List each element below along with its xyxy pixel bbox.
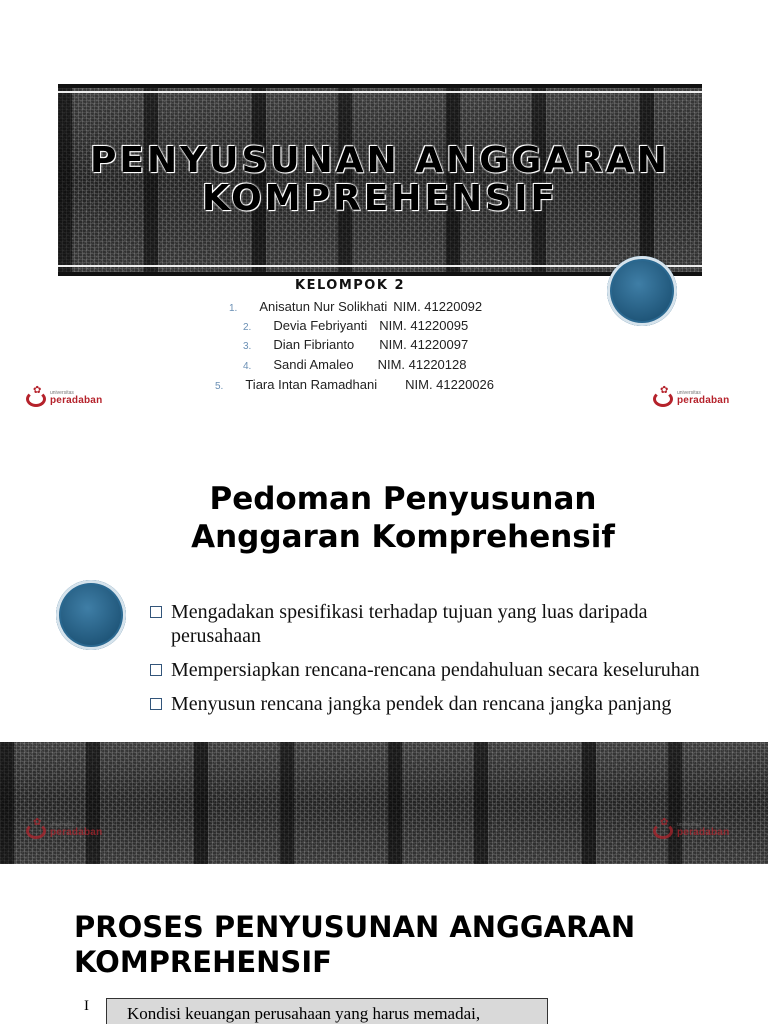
band-line-top [58,91,702,93]
logo-emblem-icon: ✿ [26,387,48,409]
member-item: 5. Tiara Intan Ramadhani NIM. 41220026 [215,377,495,392]
university-logo-right: ✿ universitas peradaban [653,386,729,410]
member-item: 2. Devia Febriyanti NIM. 41220095 [243,318,469,333]
bullet-list [150,600,710,726]
band-line-bottom [58,265,702,267]
member-item: 1. Anisatun Nur Solikhati NIM. 41220092 [229,299,483,314]
list-item: Mempersiapkan rencana-rencana pendahuluan secara keseluruhan [150,658,710,682]
title-word-1: PENYUSUNAN ANGGARAN KOMPREHENSIF [90,140,670,219]
member-item: 4. Sandi Amaleo NIM. 41220128 [243,357,467,372]
logo-emblem-icon: ✿ [653,819,675,841]
process-step-box: Kondisi keuangan perusahaan yang harus memadai, [106,998,548,1024]
checkbox-bullet-icon [150,664,162,676]
checkbox-bullet-icon [150,606,162,618]
university-logo-left: ✿ universitas peradaban [26,818,102,842]
university-logo-left: ✿ universitas peradaban [26,386,102,410]
presentation-title [58,142,702,218]
slide-title-page [0,0,768,432]
slide-process [0,864,768,1024]
decorative-badge [607,256,677,326]
item-number: I [84,998,89,1014]
checkbox-bullet-icon [150,698,162,710]
list-item: Mengadakan spesifikasi terhadap tujuan yang luas daripada perusahaan [150,600,710,648]
logo-emblem-icon: ✿ [26,819,48,841]
list-item: Menyusun rencana jangka pendek dan rencana jangka panjang [150,692,710,716]
decorative-badge [56,580,126,650]
slide-heading: PROSES PENYUSUNAN ANGGARAN KOMPREHENSIF [74,910,636,979]
slide-heading: Pedoman Penyusunan Anggaran Komprehensif [191,481,615,555]
slide-guidelines [0,432,768,864]
logo-emblem-icon: ✿ [653,387,675,409]
member-item: 3. Dian Fibrianto NIM. 41220097 [243,337,469,352]
bottom-texture-band [0,742,768,864]
group-label: KELOMPOK 2 [295,278,405,293]
university-logo-right: ✿ universitas peradaban [653,818,729,842]
